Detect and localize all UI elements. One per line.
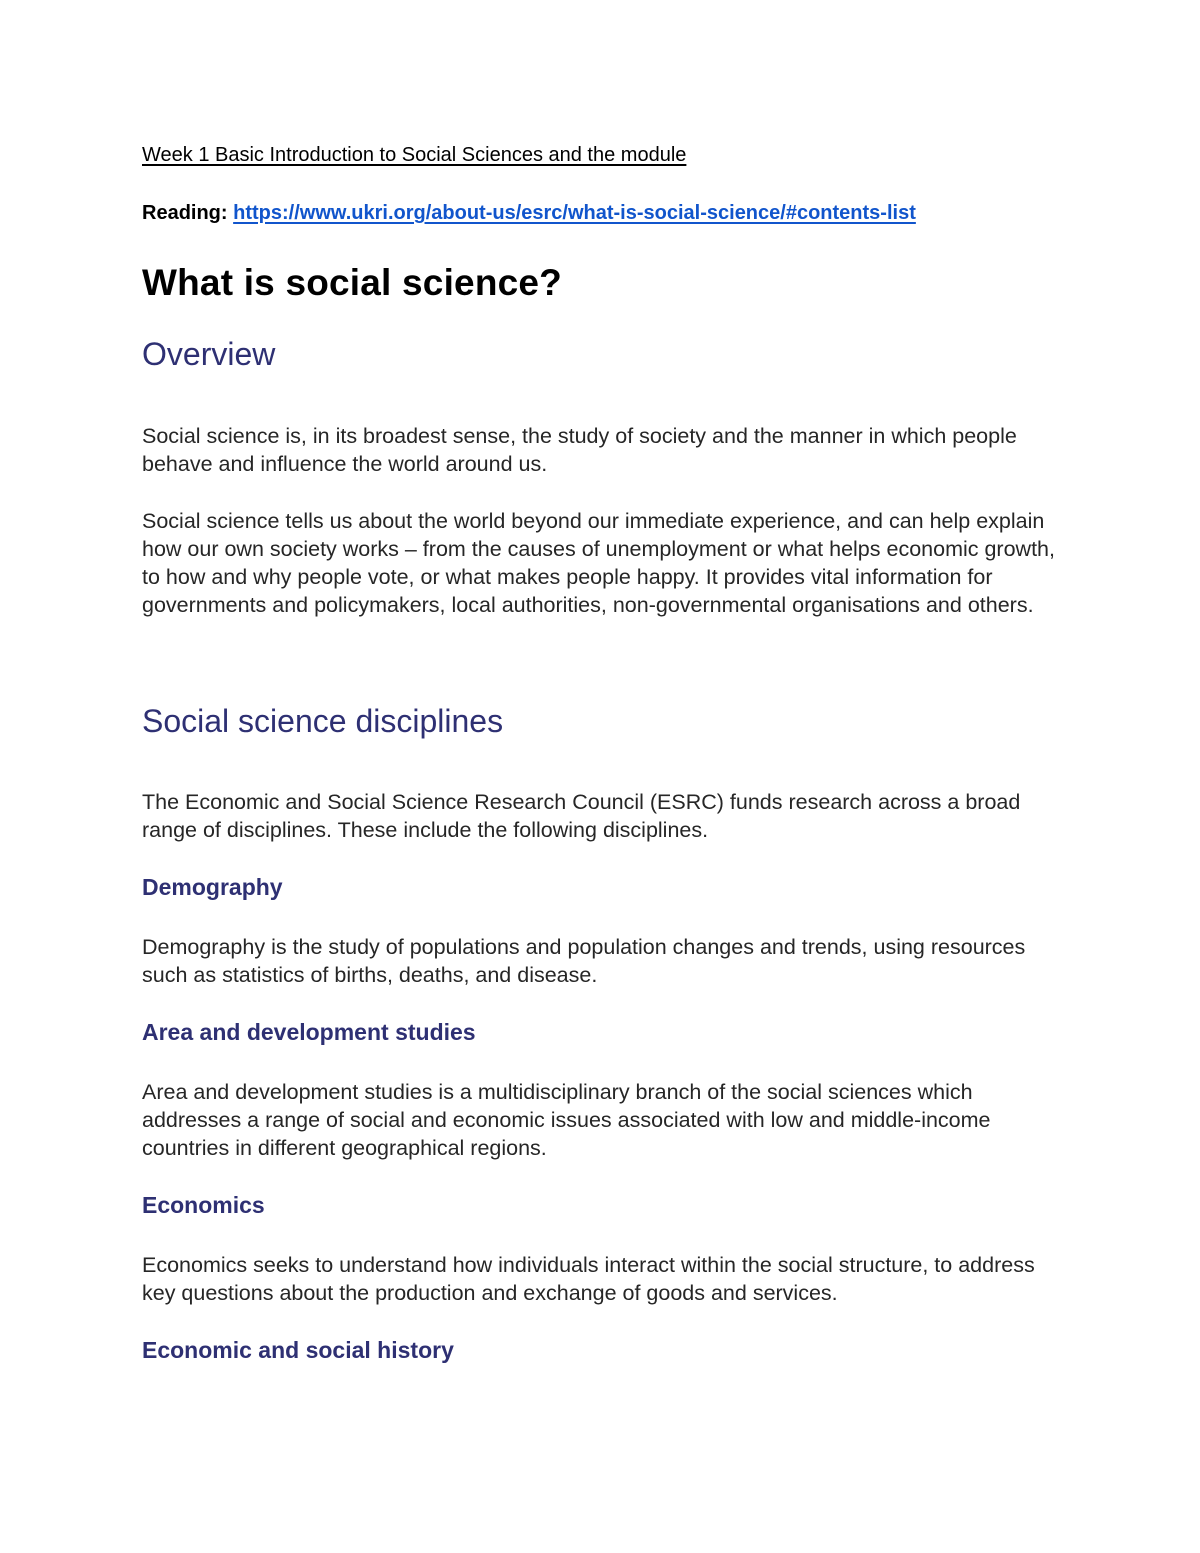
page-title: What is social science? [142, 262, 562, 303]
reading-line [142, 202, 1072, 225]
discipline-heading-demography: Demography [142, 874, 283, 900]
disciplines-heading: Social science disciplines [142, 703, 504, 739]
overview-paragraph-2: Social science tells us about the world beyond our immediate experience, and can help explain how our own society works – from the causes of unemployment or what helps economic growth, to how and why people vote, or what makes people happy. It provides vital information for governments and policymakers, local authorities, non-governmental organisations and others. [142, 509, 1055, 617]
discipline-text-demography: Demography is the study of populations and population changes and trends, using resources such as statistics of births, deaths, and disease. [142, 935, 1026, 987]
overview-paragraph-1: Social science is, in its broadest sense, the study of society and the manner in which people behave and influence the world around us. [142, 424, 1017, 476]
reading-label: Reading: [142, 202, 234, 224]
discipline-text-economics: Economics seeks to understand how individuals interact within the social structure, to address key questions about the production and exchange of goods and services. [142, 1253, 1035, 1305]
discipline-heading-economics: Economics [142, 1192, 265, 1218]
disciplines-intro: The Economic and Social Science Research Council (ESRC) funds research across a broad range of disciplines. These include the following disciplines. [142, 790, 1021, 842]
week-title: Week 1 Basic Introduction to Social Sciences and the module [142, 144, 687, 166]
discipline-heading-area-development: Area and development studies [142, 1019, 476, 1045]
discipline-text-area-development: Area and development studies is a multidisciplinary branch of the social sciences which addresses a range of social and economic issues associated with low and middle-income countries in different geographical regions. [142, 1080, 991, 1160]
overview-heading: Overview [142, 336, 276, 372]
discipline-heading-economic-social-history: Economic and social history [142, 1337, 454, 1363]
reading-link[interactable]: https://www.ukri.org/about-us/esrc/what-is-social-science/#contents-list [233, 202, 916, 224]
